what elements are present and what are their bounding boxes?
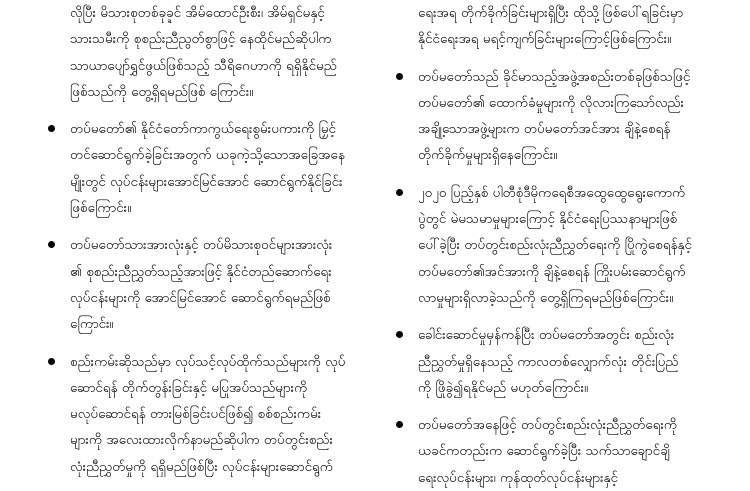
text-line: များကို အလေးထားလိုက်နာမည်ဆိုပါက တပ်တွင်းစည်း	[70, 432, 333, 449]
bullet-paragraph	[44, 232, 366, 337]
text-line: ၏ စုစည်းညီညွှတ်သည့်အားဖြင့် နိုင်ငံတည်ဆောက်ရေး	[70, 263, 332, 280]
text-line: တပ်မတော်သားအားလုံးနှင့် တပ်မိသားစုဝင်များအားလုံး	[44, 232, 366, 258]
text-line: ခေါင်းဆောင်မှုမှန်ကန်ပြီး တပ်မတော်အတွင်း စည်းလုံး	[392, 322, 712, 348]
text-line: ရေးလုပ်ငန်းများ၊ ကုန်ထုတ်လုပ်ငန်းများနှင့်	[418, 469, 618, 486]
text-line: ယခင်ကတည်းက ဆောင်ရွက်ခဲ့ပြီး သက်သာချောင်ချိ	[418, 443, 670, 460]
text-line: ဆောင်ရန် တိုက်တွန်းခြင်းနှင့် မပြုအပ်သည်များကို	[70, 379, 308, 396]
text-line: တင်ဆောင်ရွက်ခဲ့ခြင်းအတွက် ယခုကဲ့သို့သောအခြေအနေ	[70, 147, 345, 164]
text-line: သာယာပျော်ရွှင်ဖွယ်ဖြစ်သည့် သီရိဂေဟာကို ရရှိနိုင်မည်	[70, 57, 337, 74]
bullet-dot-icon	[48, 125, 55, 132]
text-line: တပ်မတော်အနေဖြင့် တပ်တွင်းစည်းလုံးညီညွှတ်ရေးကို	[392, 412, 712, 438]
text-line: ပေါ်ခဲ့ပြီး တပ်တွင်းစည်းလုံးညီညွှတ်ရေးကို ပြိုကွဲစေရန်နှင့်	[418, 237, 693, 254]
bullet-paragraph	[392, 64, 712, 169]
bullet-dot-icon	[396, 189, 403, 196]
bullet-dot-icon	[48, 241, 55, 248]
text-line: တပ်မတော်၏ နိုင်ငံတော်ကာကွယ်ရေးစွမ်းပကားကို မြှင့်	[44, 116, 366, 142]
bullet-dot-icon	[396, 331, 403, 338]
bullet-dot-icon	[396, 73, 403, 80]
text-line: ကြောင်း။	[70, 316, 114, 333]
text-line: ပွဲတွင် မဲမသမာမှုများကြောင့် နိုင်ငံရေးပြဿနာများဖြစ်	[418, 211, 678, 228]
right-column	[392, 0, 712, 491]
text-line: စည်းကမ်းဆိုသည်မှာ လုပ်သင့်လုပ်ထိုက်သည်များကို လုပ်	[44, 349, 366, 375]
text-line: ညီညွှတ်မှုရှိနေသည့် ကာလတစ်လျှောက်လုံး တိုင်းပြည်	[418, 353, 679, 370]
text-line: လိုပြီး မိသားစုတစ်ခုခ္ဍင် အိမ်ထောင်ဦးစီး၊ အိမ်ရှင်မနှင့်	[70, 5, 325, 21]
text-line: အချို့သောအဖွဲ့များက တပ်မတော်အင်အား ချိနဲ့စေရန်	[418, 121, 671, 138]
text-line: မျိုးတွင် လုပ်ငန်းများအောင်မြင်အောင် ဆောင်ရွက်နိုင်ခြင်း	[70, 173, 343, 190]
text-line: တပ်မတော်၏အင်အားကို ချိနဲ့စေရန် ကြိုးပမ်းဆောင်ရွက်	[418, 263, 686, 280]
bullet-paragraph	[44, 349, 366, 480]
text-line: ဖြစ်ကြောင်း။	[70, 200, 132, 217]
bullet-paragraph	[44, 116, 366, 221]
bullet-paragraph	[392, 412, 712, 491]
text-line: တိုက်ခိုက်မှုများရှိနေကြောင်း။	[418, 147, 558, 164]
text-line: သားသမီးကို စုစည်းညီညွတ်စွာဖြင့် နေထိုင်မည်ဆိုပါက	[70, 31, 332, 48]
text-line: တပ်မတော်သည် ခိုင်မာသည့်အဖွဲ့အစည်းတစ်ခုဖြစ်သဖြင့်	[392, 64, 712, 90]
text-line: ၂၀၂၀ ပြည့်နှစ် ပါတီစုံဒီမိုကရေစီအထွေထွေရွေးကောက်	[392, 180, 712, 206]
text-line: ရေးအရ တိုက်ခိုက်ခြင်းများရှိပြီး ထိုသို့ဖြစ်ပေါ်ရခြင်းမှာ	[418, 5, 684, 21]
bullet-dot-icon	[48, 358, 55, 365]
text-line: နိုင်ငံရေးအရ မရင့်ကျက်ခြင်းများကြောင့်ဖြစ်ကြောင်း။	[418, 31, 672, 48]
bullet-paragraph	[392, 180, 712, 311]
text-line: လာမှုများရှိလာခဲ့သည်ကို တွေ့ရှိကြရမည်ဖြစ်ကြောင်း။	[418, 289, 674, 306]
bullet-dot-icon	[396, 421, 403, 428]
text-line: မလုပ်ဆောင်ရန် တားမြစ်ခြင်းပင်ဖြစ်၍ စစ်စည်းကမ်း	[70, 406, 322, 423]
text-line: လုပ်ငန်းများကို အောင်မြင်အောင် ဆောင်ရွက်ရမည်ဖြစ်	[70, 289, 331, 306]
text-line: တပ်မတော်၏ ထောက်ခံမှုများကို လိုလားကြသော်လည်း	[418, 94, 684, 111]
bullet-paragraph	[392, 322, 712, 401]
text-line: လုံးညီညွှတ်မှုကို ရရှိမည်ဖြစ်ပြီး လုပ်ငန်းများဆောင်ရွက်	[70, 458, 334, 475]
text-line: ကို ဖြိုခွဲ၍ရနိုင်မည် မဟုတ်ကြောင်း။	[418, 379, 589, 396]
text-line: ဖြစ်သည်ကို တွေ့ရှိရမည်ဖြစ် ကြောင်း။	[70, 83, 254, 100]
left-column	[44, 0, 366, 480]
